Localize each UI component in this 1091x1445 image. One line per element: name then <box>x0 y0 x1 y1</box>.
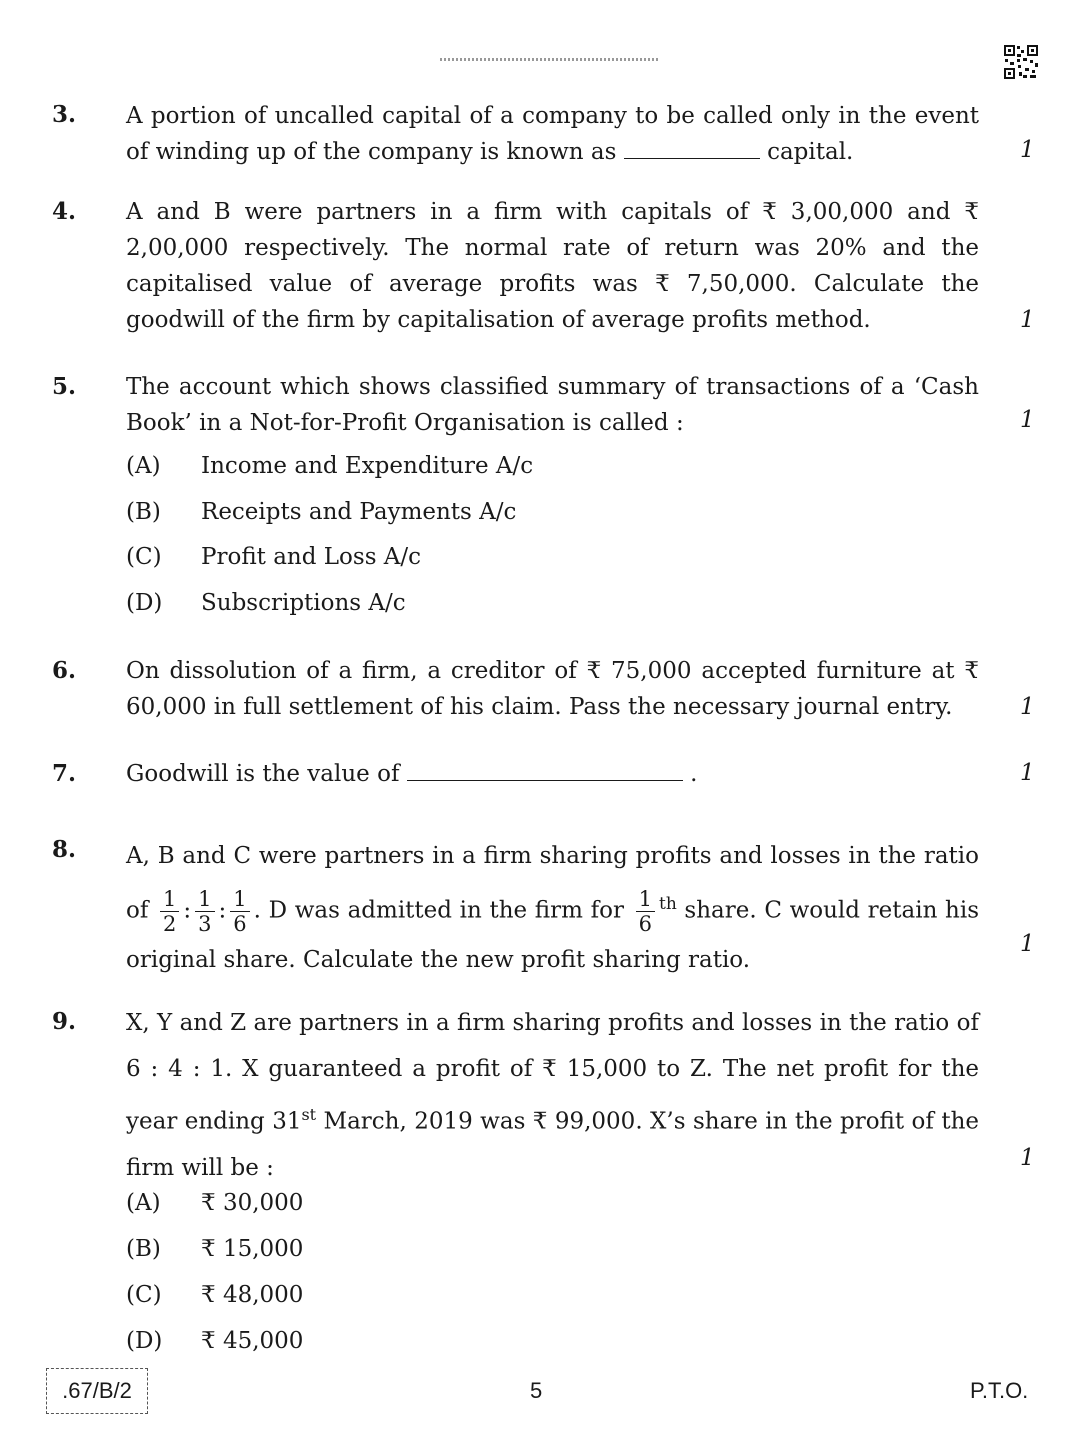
question-number: 9. <box>52 1008 77 1035</box>
question-text: A portion of uncalled capital of a company to be called only in the event of winding up of the company is known as capital. <box>126 103 979 165</box>
please-turn-over: P.T.O. <box>970 1378 1029 1403</box>
question-text: A, B and C were partners in a firm sharing profits and losses in the ratio of $\frac{1}{2}$ : $\frac{1}{3}$ : $\frac{1}{6}$ . D was admitted in the firm for $\frac{1}{6}$ $^{th}$ share. C would retain his original share. Calculate the new profit sharing ratio. <box>126 843 980 974</box>
answer-blank <box>624 138 760 159</box>
option-a: (A) Income and Expenditure A/c <box>126 453 534 479</box>
question-number: 5. <box>52 373 77 400</box>
question-text: Goodwill is the value of . <box>126 761 698 787</box>
marks: 1 <box>1020 760 1035 786</box>
header-microtext-strip <box>440 58 660 61</box>
question-text: X, Y and Z are partners in a firm sharing profits and losses in the ratio of 6 : 4 : 1. X guaranteed a profit of ₹ 15,000 to Z. The net profit for the year ending 31st March, 2019 was ₹ 99,000. X’s share in the profit of the firm will be : <box>126 1010 979 1181</box>
marks: 1 <box>1020 407 1035 433</box>
question-number: 4. <box>52 198 77 225</box>
qr-code-icon <box>1003 44 1039 80</box>
paper-code: .67/B/2 <box>46 1368 148 1414</box>
fraction-one-sixth: $\frac{1}{6}$ <box>230 887 249 936</box>
question-text: The account which shows classified summary of transactions of a ‘Cash Book’ in a Not-for-Profit Organisation is called : <box>126 374 979 436</box>
question-number: 6. <box>52 657 77 684</box>
option-a: (A) ₹ 30,000 <box>126 1190 304 1216</box>
fraction-admission-share: $\frac{1}{6}$ <box>636 887 655 936</box>
answer-blank <box>407 760 683 781</box>
question-text: On dissolution of a firm, a creditor of ₹ 75,000 accepted furniture at ₹ 60,000 in full settlement of his claim. Pass the necessary journal entry. <box>126 658 979 720</box>
question-number: 3. <box>52 101 77 128</box>
option-c: (C) ₹ 48,000 <box>126 1282 304 1308</box>
option-d: (D) ₹ 45,000 <box>126 1328 304 1354</box>
option-b: (B) ₹ 15,000 <box>126 1236 304 1262</box>
question-number: 7. <box>52 760 77 787</box>
option-d: (D) Subscriptions A/c <box>126 590 406 616</box>
question-text: A and B were partners in a firm with capitals of ₹ 3,00,000 and ₹ 2,00,000 respectively. The normal rate of return was 20% and the capitalised value of average profits was ₹ 7,50,000. Calculate the goodwill of the firm by capitalisation of average profits method. <box>126 199 979 333</box>
question-number: 8. <box>52 836 77 863</box>
fraction-one-third: $\frac{1}{3}$ <box>195 887 214 936</box>
marks: 1 <box>1020 694 1035 720</box>
marks: 1 <box>1020 137 1035 163</box>
option-b: (B) Receipts and Payments A/c <box>126 499 517 525</box>
marks: 1 <box>1020 1145 1035 1171</box>
marks: 1 <box>1020 931 1035 957</box>
option-c: (C) Profit and Loss A/c <box>126 544 422 570</box>
fraction-one-half: $\frac{1}{2}$ <box>160 887 179 936</box>
marks: 1 <box>1020 307 1035 333</box>
page-number: 5 <box>530 1378 543 1403</box>
